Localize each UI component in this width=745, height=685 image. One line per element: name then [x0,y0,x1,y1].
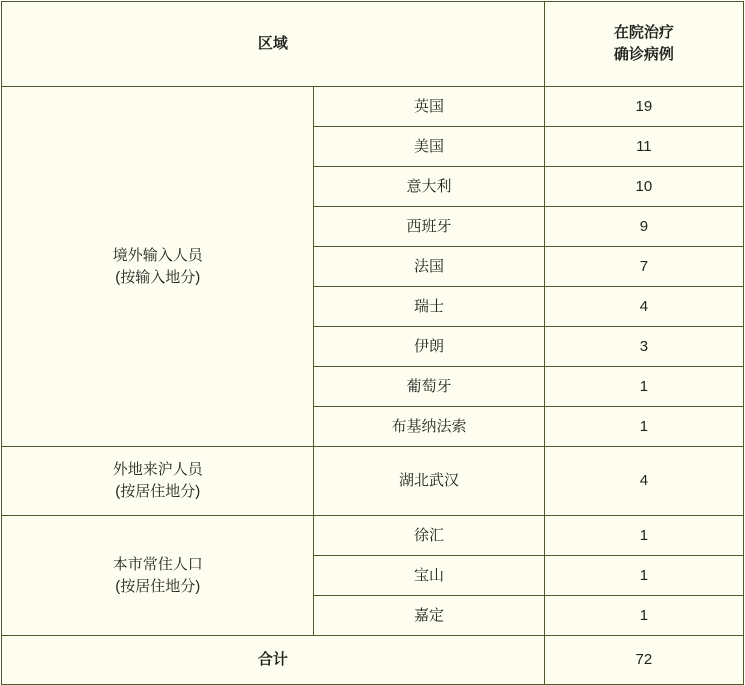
region-count: 4 [544,287,743,327]
table-header-row [2,2,744,87]
region-count: 11 [544,127,743,167]
table-row [2,87,744,127]
group-label-domestic-arrivals [2,447,314,516]
region-count: 19 [544,87,743,127]
region-count: 4 [544,447,743,516]
region-name: 徐汇 [314,516,544,556]
region-name: 意大利 [314,167,544,207]
region-count: 1 [544,367,743,407]
region-count: 9 [544,207,743,247]
group-label-local-residents [2,516,314,636]
region-count: 7 [544,247,743,287]
table-row [2,447,744,516]
region-name: 宝山 [314,556,544,596]
region-count: 1 [544,407,743,447]
group-label-local-residents-line2: (按居住地分) [115,577,201,595]
region-count: 1 [544,516,743,556]
header-region-label: 区域 [257,35,288,53]
region-count: 10 [544,167,743,207]
region-count: 1 [544,596,743,636]
document-page [0,1,745,669]
group-label-local-residents-line1: 本市常住人口 [112,555,203,573]
total-value: 72 [544,636,743,685]
region-name: 美国 [314,127,544,167]
group-label-domestic-arrivals-line2: (按居住地分) [115,483,201,500]
header-count-line1: 在院治疗 [613,24,674,42]
group-label-domestic-arrivals-line1: 外地来沪人员 [112,461,203,479]
group-label-imported [2,87,314,447]
total-label: 合计 [2,636,545,685]
group-label-imported-line2: (按输入地分) [115,268,201,286]
table-total-row [2,636,744,685]
header-count [544,2,743,87]
region-name: 布基纳法索 [314,407,544,447]
region-count: 3 [544,327,743,367]
table-row [2,516,744,556]
confirmed-cases-table [1,1,744,685]
header-count-line2: 确诊病例 [613,46,674,63]
group-label-imported-line1: 境外输入人员 [112,246,203,264]
region-name: 伊朗 [314,327,544,367]
region-name: 瑞士 [314,287,544,327]
region-count: 1 [544,556,743,596]
header-region [2,2,545,87]
region-name: 西班牙 [314,207,544,247]
region-name: 嘉定 [314,596,544,636]
region-name: 葡萄牙 [314,367,544,407]
region-name: 湖北武汉 [314,447,544,516]
region-name: 英国 [314,87,544,127]
region-name: 法国 [314,247,544,287]
